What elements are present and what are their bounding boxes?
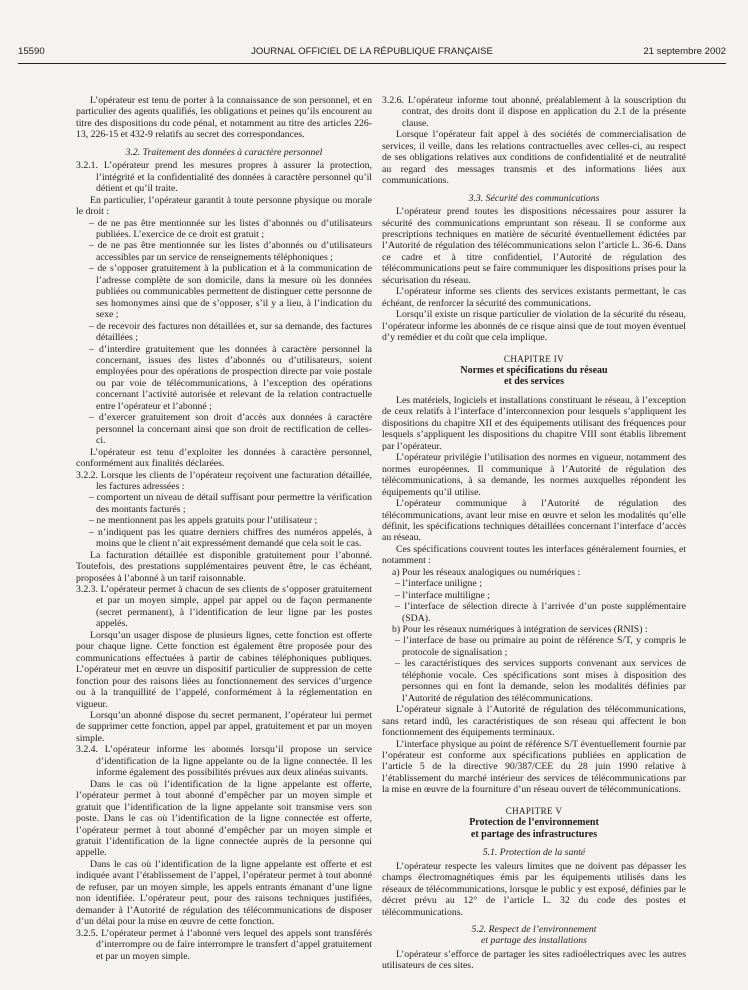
paragraph: L’opérateur communique à l’Autorité de régulation des télécommunications, avant leur mise en œuvre et selon les modalités qu’elle définit, les spécifications techniques détaillées concernant l’interface d’accès au réseau. [382,498,686,544]
paragraph: L’opérateur signale à l’Autorité de régulation des télécommunications, sans retard indû, les caractéristiques de son réseau qui affectent le bon fonctionnement des équipements terminaux. [382,704,686,739]
section-title: 5.2. Respect de l’environnement et partage des installations [471,924,597,947]
section-title: 5.1. Protection de la santé [482,847,586,859]
page-header [18,46,726,62]
list-item: – d’exercer gratuitement son droit d’accès aux données à caractère personnel la concernant ainsi que son droit de rectification de celles-ci. [89,412,372,447]
paragraph: La facturation détaillée est disponible gratuitement pour l’abonné. Toutefois, des prestations supplémentaires peuvent être, le cas échéant, proposées à l’abonné à un tarif raisonnable. [76,549,372,584]
page-number: 15590 [18,46,45,57]
paragraph: L’opérateur s’efforce de partager les sites radioélectriques avec les autres utilisateurs de ces sites. [382,948,686,972]
paragraph: Lorsque l’opérateur fait appel à des sociétés de commercialisation de services, il veille, dans les relations contractuelles avec celles-ci, au respect de ses obligations relatives aux conditions de confidentialité et de neutralité au regard des messages transmis et des informations liées aux communications. [382,129,686,187]
paragraph: L’opérateur respecte les valeurs limites que ne doivent pas dépasser les champs électromagnétiques émis par les équipements utilisés dans les réseaux de télécommunications, lorsque le public y est exposé, définies par le décret prévu au 12° de l’article L. 32 du code des postes et télécommunications. [382,860,686,918]
list-item: – de ne pas être mentionnée sur les listes d’abonnés ou d’utilisateurs publiées. L’exercice de ce droit est gratuit ; [89,217,372,240]
paragraph: Lorsqu’il existe un risque particulier de violation de la sécurité du réseau, l’opérateur informe les abonnés de ce risque ainsi que de tout moyen éventuel d’y remédier et du coût que cela implique. [382,309,686,344]
header-rule [18,63,726,64]
sublist-label: a) Pour les réseaux analogiques ou numériques : [392,566,581,578]
chapter-label: CHAPITRE V [505,805,563,816]
paragraph: L’opérateur est tenu de porter à la connaissance de son personnel, et en particulier des agents qualifiés, les obligations et peines qu’ils encourent au titre des dispositions du code pénal, et notamment au titre des articles 226-13, 226-15 et 432-9 relatifs au secret des correspondances. [76,95,372,141]
article-3-2-4: 3.2.4. L’opérateur informe les abonnés lorsqu’il propose un service d’identification de la ligne appelante ou de la ligne connectée. Il les informe également des possibilités prévues aux deux alinéas suivants. [76,744,372,779]
chapter-label: CHAPITRE IV [503,353,565,364]
paragraph: Ces spécifications couvrent toutes les interfaces généralement fournies, et notamment : [382,543,686,567]
paragraph: L’opérateur est tenu d’exploiter les données à caractère personnel, conformément aux finalités déclarées. [76,446,372,470]
paragraph: L’interface physique au point de référence S/T éventuellement fournie par l’opérateur est conforme aux spécifications publiées en application de l’article 5 de la directive 90/387/CEE du 28 juin 1990 relative à l’établissement du marché intérieur des services de télécommunications par la mise en œuvre de la fourniture d’un réseau ouvert de télécommunications. [382,738,686,796]
paragraph: L’opérateur privilégie l’utilisation des normes en vigueur, notamment des normes européennes. Il communique à l’Autorité de régulation des télécommunications, à sa demande, les normes auxquelles répondent les équipements qu’il utilise. [382,452,686,498]
list-item: – l’interface multiligne ; [395,589,491,601]
publication-date: 21 septembre 2002 [643,46,726,57]
paragraph: Dans le cas où l’identification de la ligne appelante est offerte et est indiquée avant l’établissement de l’appel, l’opérateur permet à tout abonné de refuser, par un moyen simple, les appels entrants émanant d’une ligne non identifiée. L’opérateur peut, pour des raisons techniques justifiées, demander à l’Autorité de régulation des télécommunications de disposer d’un délai pour la mise en œuvre de cette fonction. [76,858,372,928]
list-item: – les caractéristiques des services supports convenant aux services de téléphonie vocale. Ces spécifications sont mises à disposition des personnes qui en font la demande, selon les modalités définies par l’Autorité de régulation des télécommunications. [395,658,686,704]
right-column [382,95,686,972]
paragraph: Lorsqu’un abonné dispose du secret permanent, l’opérateur lui permet de supprimer cette fonction, appel par appel, gratuitement et par un moyen simple. [76,710,372,744]
article-3-2-3: 3.2.3. L’opérateur permet à chacun de ses clients de s’opposer gratuitement et par un moyen simple, appel par appel ou de façon permanente (secret permanent), à l’identification de leur ligne par les postes appelés. [76,584,372,630]
list-item: – n’indiquent pas les quatre derniers chiffres des numéros appelés, à moins que le client n’ait expressément demandé que cela soit le cas. [89,526,372,550]
list-item: – de recevoir des factures non détaillées et, sur sa demande, des factures détaillées ; [89,320,372,344]
sublist-label: b) Pour les réseaux numériques à intégration de services (RNIS) : [392,624,648,636]
chapter-title: Protection de l’environnement et partage des infrastructures [469,817,599,840]
list-item: – comportent un niveau de détail suffisant pour permettre la vérification des montants facturés ; [89,492,372,515]
chapter-title: Normes et spécifications du réseau et des services [460,364,608,388]
list-item: – l’interface de sélection directe à l’arrivée d’un poste supplémentaire (SDA). [395,601,686,624]
article-3-2-1: 3.2.1. L’opérateur prend les mesures propres à assurer la protection, l’intégrité et la confidentialité des données à caractère personnel qu’il détient et qu’il traite. [76,160,372,195]
list-item: – l’interface uniligne ; [395,578,482,590]
paragraph: L’opérateur prend toutes les dispositions nécessaires pour assurer la sécurité des communications empruntant son réseau. Il se conforme aux prescriptions techniques en matière de sécurité éventuellement édictées par l’Autorité de régulation des télécommunications selon l’article L. 36-6. Dans ce cadre et à titre confidentiel, l’Autorité de régulation des télécommunications peut se faire communiquer les dispositions prises pour la sécurisation du réseau. [382,206,686,286]
journal-title: JOURNAL OFFICIEL DE LA RÉPUBLIQUE FRANÇAISE [251,46,493,57]
paragraph: Lorsqu’un usager dispose de plusieurs lignes, cette fonction est offerte pour chaque ligne. Cette fonction est également être proposée pour des communications effectuées à partir de cabines téléphoniques publiques. L’opérateur met en œuvre un dispositif particulier de suppression de cette fonction pour des raisons liées au fonctionnement des services d’urgence ou à la tranquillité de l’appelé, conformément à la réglementation en vigueur. [76,629,372,710]
article-3-2-2: 3.2.2. Lorsque les clients de l’opérateur reçoivent une facturation détaillée, les factures adressées : [76,469,372,492]
article-3-2-5: 3.2.5. L’opérateur permet à l’abonné vers lequel des appels sont transférés d’interrompre ou de faire interrompre le transfert d’appel gratuitement et par un moyen simple. [76,927,372,962]
list-item: – d’interdire gratuitement que les données à caractère personnel la concernant, issues des listes d’abonnés ou d’utilisateurs, soient employées pour des opérations de prospection directe par voie postale ou par voie de télécommunications, à l’exception des opérations concernant l’activité autorisée et relevant de la relation contractuelle entre l’opérateur et l’abonné ; [89,343,372,412]
section-title: 3.3. Sécurité des communications [468,192,600,204]
article-3-2-6: 3.2.6. L’opérateur informe tout abonné, préalablement à la souscription du contrat, des droits dont il dispose en application du 2.1 de la présente clause. [382,95,686,129]
paragraph: Les matériels, logiciels et installations constituant le réseau, à l’exception de ceux relatifs à l’interface d’interconnexion pour lesquels s’appliquent les dispositions du chapitre XII et des équipements utilisant des fréquences pour lesquels s’appliquent les dispositions du chapitre VIII sont établis librement par l’opérateur. [382,394,686,452]
paragraph: Dans le cas où l’identification de la ligne appelante est offerte, l’opérateur permet à tout abonné d’empêcher par un moyen simple et gratuit que l’identification de la ligne appelante soit transmise vers son poste. Dans le cas où l’identification de la ligne connectée est offerte, l’opérateur permet à tout abonné d’empêcher par un moyen simple et gratuit l’identification de la ligne connectée auprès de la personne qui appelle. [76,778,372,859]
paragraph: En particulier, l’opérateur garantit à toute personne physique ou morale le droit : [76,194,372,218]
list-item: – ne mentionnent pas les appels gratuits pour l’utilisateur ; [89,515,318,527]
list-item: – de ne pas être mentionnée sur les listes d’abonnés ou d’utilisateurs accessibles par un service de renseignements téléphoniques ; [89,240,372,263]
list-item: – l’interface de base ou primaire au point de référence S/T, y compris le protocole de signalisation ; [395,635,686,658]
list-item: – de s’opposer gratuitement à la publication et à la communication de l’adresse complète de son domicile, dans la mesure où les données publiées ou communicables permettent de distinguer cette personne de ses homonymes ainsi que de s’opposer, s’il y a lieu, à l’indication du sexe ; [89,263,372,321]
section-title: 3.2. Traitement des données à caractère personnel [125,146,323,158]
paragraph: L’opérateur informe ses clients des services existants permettant, le cas échéant, de renforcer la sécurité des communications. [382,286,686,309]
left-column [76,95,372,962]
